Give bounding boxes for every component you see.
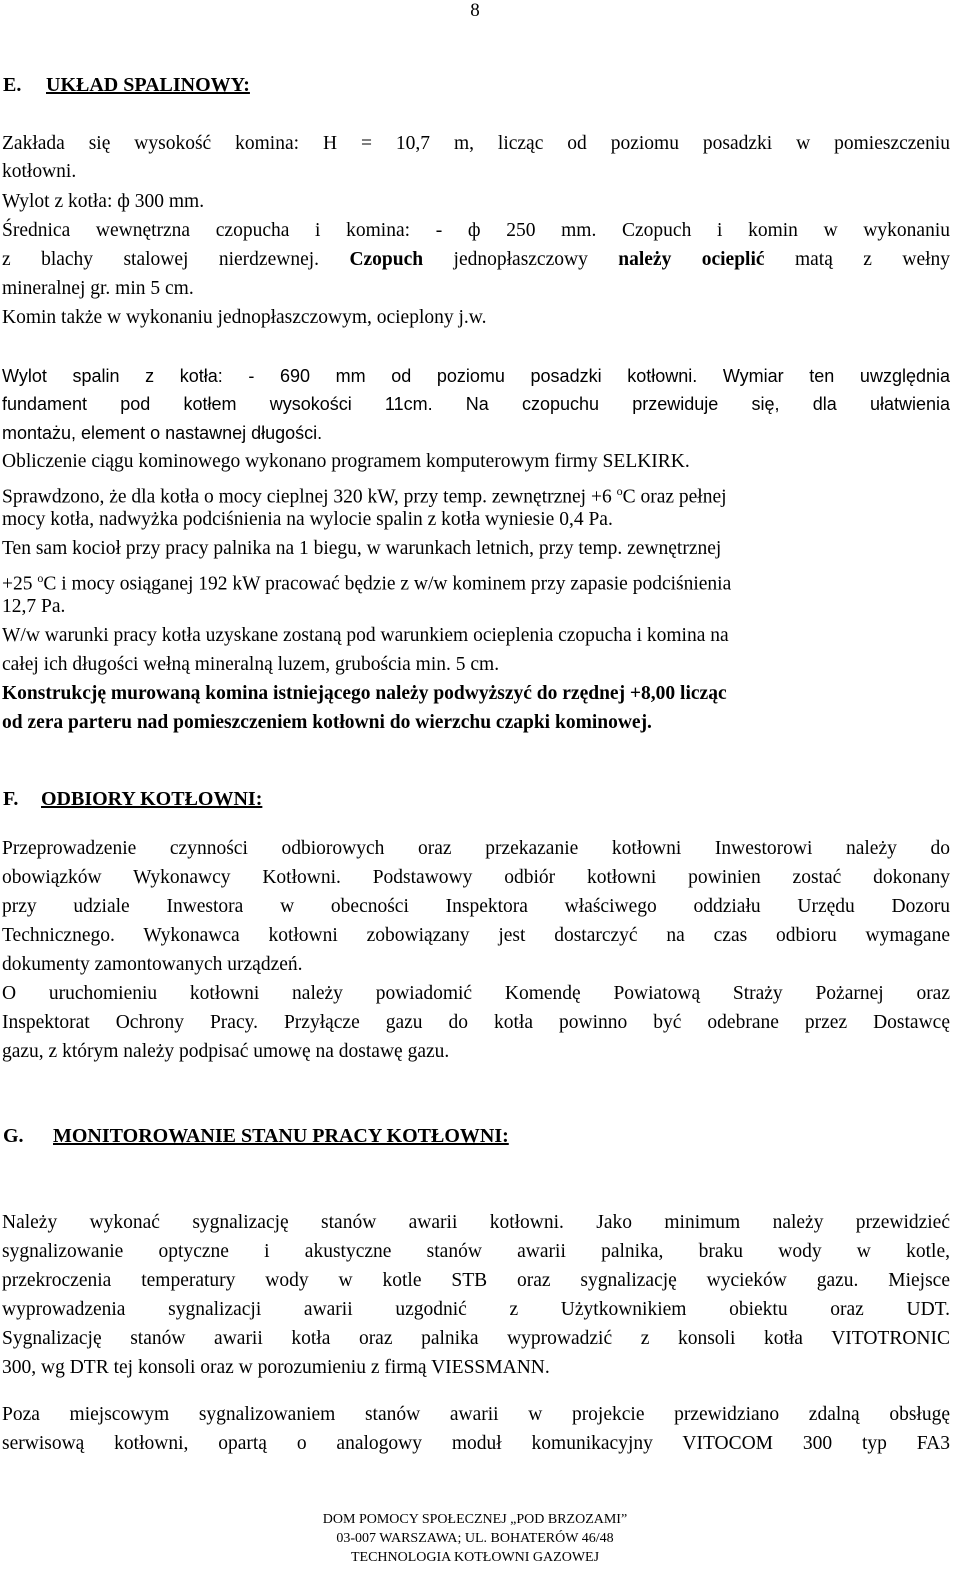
text-span: jednopłaszczowy bbox=[453, 249, 619, 270]
paragraph-line: sygnalizowanie optyczne i akustyczne stanów awarii palnika, braku wody w kotle, bbox=[2, 1241, 950, 1262]
superscript: o bbox=[37, 571, 44, 585]
paragraph-line bbox=[2, 566, 950, 597]
paragraph-line: wyprowadzenia sygnalizacji awarii uzgodnić z Użytkownikiem obiektu oraz UDT. bbox=[2, 1299, 950, 1320]
text-span: z blachy stalowej nierdzewnej. bbox=[2, 249, 320, 270]
paragraph-line: Wylot z kotła: ф 300 mm. bbox=[2, 191, 205, 212]
paragraph-line: Technicznego. Wykonawca kotłowni zobowiązany jest dostarczyć na czas odbioru wymagane bbox=[2, 925, 950, 946]
footer-line: 03-007 WARSZAWA; UL. BOHATERÓW 46/48 bbox=[336, 1531, 614, 1546]
paragraph-line: obowiązków Wykonawcy Kotłowni. Podstawowy odbiór kotłowni powinien zostać dokonany bbox=[2, 867, 950, 888]
footer-line: TECHNOLOGIA KOTŁOWNI GAZOWEJ bbox=[350, 1550, 600, 1565]
paragraph-line: fundament pod kotłem wysokości 11cm. Na czopuchu przewiduje się, dla ułatwienia bbox=[2, 394, 950, 414]
paragraph-line: przekroczenia temperatury wody w kotle STB oraz sygnalizację wycieków gazu. Miejsce bbox=[2, 1270, 950, 1291]
paragraph-line: Należy wykonać sygnalizację stanów awarii kotłowni. Jako minimum należy przewidzieć bbox=[2, 1212, 950, 1233]
paragraph-line bbox=[2, 248, 950, 272]
text-span: +25 bbox=[2, 573, 38, 595]
text-span: matą z wełny bbox=[794, 249, 951, 270]
paragraph-line: Komin także w wykonaniu jednopłaszczowym, ocieplony j.w. bbox=[2, 307, 487, 328]
section-e-title: UKŁAD SPALINOWY: bbox=[46, 74, 250, 96]
text-span: C oraz pełnej bbox=[622, 486, 727, 508]
paragraph-line: Przeprowadzenie czynności odbiorowych oraz przekazanie kotłowni Inwestorowi należy do bbox=[2, 838, 950, 859]
text-span: Sprawdzono, że dla kotła o mocy cieplnej 320 kW, przy temp. zewnętrznej +6 bbox=[2, 486, 617, 508]
section-g-heading bbox=[3, 1125, 509, 1148]
section-g-label: G. bbox=[3, 1125, 24, 1147]
paragraph-line: montażu, element o nastawnej długości. bbox=[2, 423, 323, 443]
paragraph-line: Inspektorat Ochrony Pracy. Przyłącze gazu do kotła powinno być odebrane przez Dostawcę bbox=[2, 1012, 950, 1033]
paragraph-line: Poza miejscowym sygnalizowaniem stanów awarii w projekcie przewidziano zdalną obsługę bbox=[2, 1404, 950, 1425]
paragraph-line: Zakłada się wysokość komina: H = 10,7 m, licząc od poziomu posadzki w pomieszczeniu bbox=[2, 133, 950, 154]
section-e-label: E. bbox=[3, 74, 22, 96]
paragraph-line: 12,7 Pa. bbox=[2, 596, 66, 617]
section-f-label: F. bbox=[3, 788, 19, 810]
paragraph-line: Ten sam kocioł przy pracy palnika na 1 biegu, w warunkach letnich, przy temp. zewnętrznej bbox=[2, 538, 722, 559]
paragraph-line: Sygnalizację stanów awarii kotła oraz palnika wyprowadzić z konsoli kotła VITOTRONIC bbox=[2, 1328, 950, 1349]
paragraph-line: gazu, z którym należy podpisać umowę na dostawę gazu. bbox=[2, 1041, 450, 1062]
text-span: należy ocieplić bbox=[618, 249, 765, 270]
paragraph-line bbox=[2, 479, 950, 510]
paragraph-line: przy udziale Inwestora w obecności Inspektora właściwego oddziału Urzędu Dozoru bbox=[2, 896, 950, 917]
paragraph-line: całej ich długości wełną mineralną luzem, grubościa min. 5 cm. bbox=[2, 654, 500, 675]
paragraph-line: Konstrukcję murowaną komina istniejącego należy podwyższyć do rzędnej +8,00 licząc bbox=[2, 683, 727, 704]
text-span: Czopuch bbox=[349, 249, 424, 270]
page-number: 8 bbox=[470, 0, 480, 21]
paragraph-line: serwisową kotłowni, opartą o analogowy moduł komunikacyjny VITOCOM 300 typ FA3 bbox=[2, 1433, 950, 1454]
paragraph-line: Wylot spalin z kotła: - 690 mm od poziomu posadzki kotłowni. Wymiar ten uwzględnia bbox=[2, 366, 950, 386]
paragraph-line: mineralnej gr. min 5 cm. bbox=[2, 278, 194, 299]
paragraph-line: Średnica wewnętrzna czopucha i komina: - ф 250 mm. Czopuch i komin w wykonaniu bbox=[2, 220, 950, 241]
superscript: o bbox=[616, 484, 623, 498]
paragraph-line: W/w warunki pracy kotła uzyskane zostaną pod warunkiem ocieplenia czopucha i komina na bbox=[2, 625, 729, 646]
footer-line: DOM POMOCY SPOŁECZNEJ „POD BRZOZAMI” bbox=[322, 1512, 628, 1527]
paragraph-line: 300, wg DTR tej konsoli oraz w porozumieniu z firmą VIESSMANN. bbox=[2, 1357, 550, 1378]
text-span: C i mocy osiąganej 192 kW pracować będzie z w/w kominem przy zapasie podciśnienia bbox=[43, 573, 732, 595]
paragraph-line: mocy kotła, nadwyżka podciśnienia na wylocie spalin z kotła wyniesie 0,4 Pa. bbox=[2, 509, 613, 530]
paragraph-line: dokumenty zamontowanych urządzeń. bbox=[2, 954, 303, 975]
paragraph-line: Obliczenie ciągu kominowego wykonano programem komputerowym firmy SELKIRK. bbox=[2, 451, 690, 472]
section-f-heading bbox=[3, 788, 262, 811]
paragraph-line: kotłowni. bbox=[2, 161, 77, 182]
section-e-heading bbox=[3, 74, 250, 97]
paragraph-line: od zera parteru nad pomieszczeniem kotłowni do wierzchu czapki kominowej. bbox=[2, 712, 652, 733]
section-g-title: MONITOROWANIE STANU PRACY KOTŁOWNI: bbox=[53, 1125, 509, 1147]
paragraph-line: O uruchomieniu kotłowni należy powiadomić Komendę Powiatową Straży Pożarnej oraz bbox=[2, 983, 950, 1004]
section-f-title: ODBIORY KOTŁOWNI: bbox=[41, 788, 263, 810]
